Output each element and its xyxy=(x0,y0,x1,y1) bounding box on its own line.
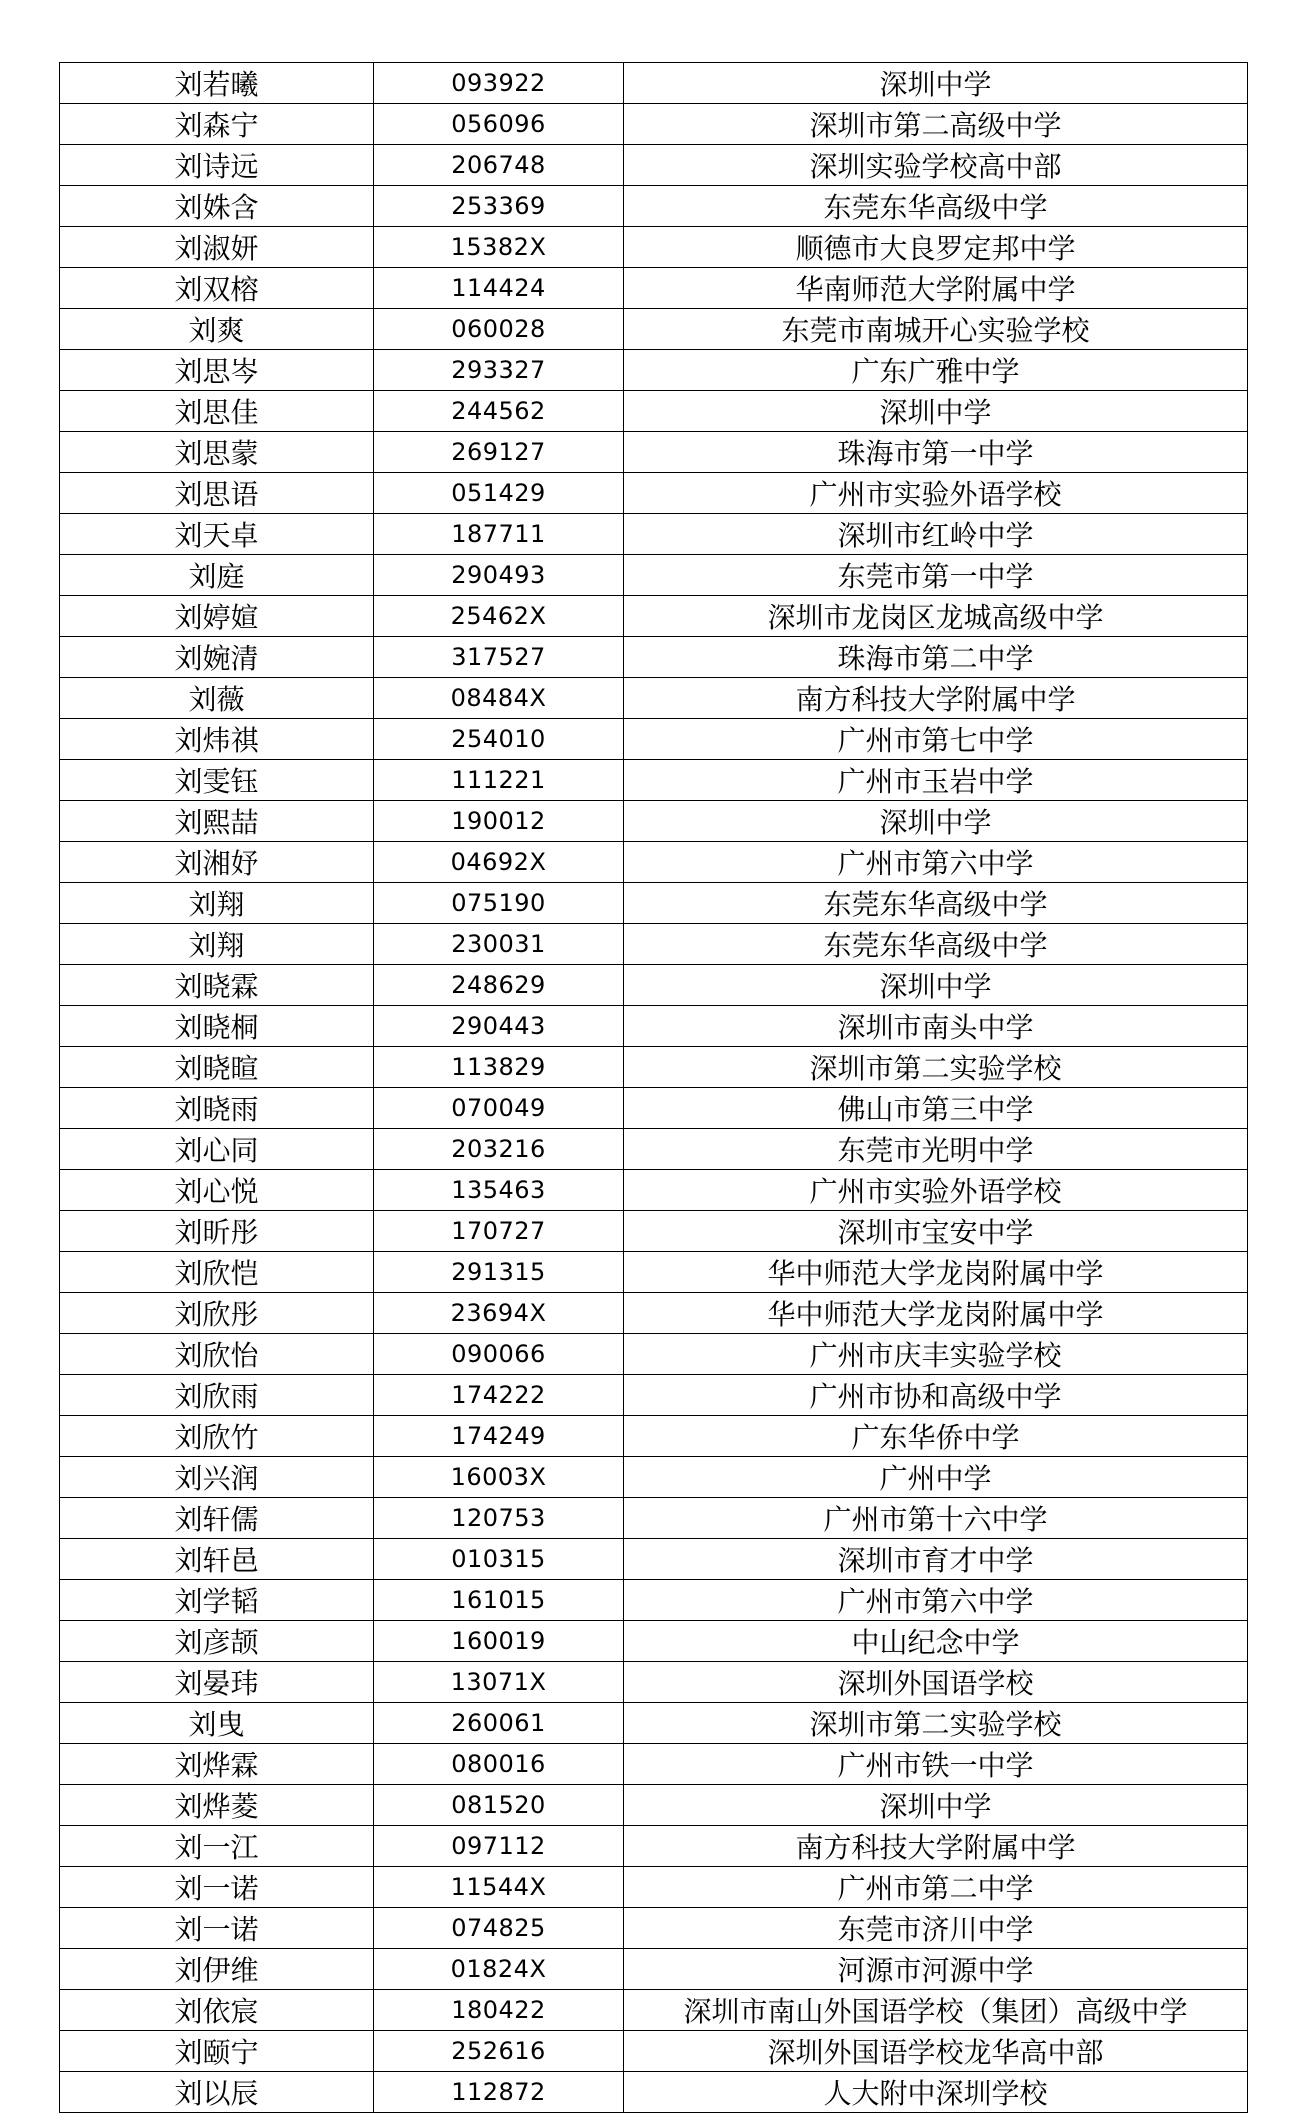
table-row xyxy=(60,1088,1248,1129)
school-name-cell: 广州市第七中学 xyxy=(624,719,1248,760)
student-id-cell: 254010 xyxy=(374,719,624,760)
table-row xyxy=(60,1375,1248,1416)
student-id-cell: 111221 xyxy=(374,760,624,801)
student-id-cell: 252616 xyxy=(374,2031,624,2072)
school-name-cell: 中山纪念中学 xyxy=(624,1621,1248,1662)
student-id-cell: 081520 xyxy=(374,1785,624,1826)
table-row xyxy=(60,1539,1248,1580)
student-name-cell: 刘思语 xyxy=(60,473,374,514)
table-row xyxy=(60,801,1248,842)
student-name-cell: 刘婉清 xyxy=(60,637,374,678)
student-id-cell: 206748 xyxy=(374,145,624,186)
student-name-cell: 刘欣雨 xyxy=(60,1375,374,1416)
student-name-cell: 刘湘妤 xyxy=(60,842,374,883)
school-name-cell: 深圳市第二实验学校 xyxy=(624,1703,1248,1744)
school-name-cell: 广州市第六中学 xyxy=(624,842,1248,883)
school-name-cell: 深圳市第二实验学校 xyxy=(624,1047,1248,1088)
school-name-cell: 深圳外国语学校 xyxy=(624,1662,1248,1703)
school-name-cell: 深圳市第二高级中学 xyxy=(624,104,1248,145)
table-row xyxy=(60,924,1248,965)
table-row xyxy=(60,227,1248,268)
student-id-cell: 180422 xyxy=(374,1990,624,2031)
student-id-cell: 114424 xyxy=(374,268,624,309)
table-row xyxy=(60,514,1248,555)
student-name-cell: 刘雯钰 xyxy=(60,760,374,801)
school-name-cell: 深圳中学 xyxy=(624,391,1248,432)
table-row xyxy=(60,1211,1248,1252)
table-row xyxy=(60,2031,1248,2072)
school-name-cell: 深圳中学 xyxy=(624,801,1248,842)
table-row xyxy=(60,1334,1248,1375)
table-row xyxy=(60,842,1248,883)
student-id-cell: 135463 xyxy=(374,1170,624,1211)
student-name-cell: 刘炜祺 xyxy=(60,719,374,760)
table-row xyxy=(60,268,1248,309)
student-id-cell: 23694X xyxy=(374,1293,624,1334)
student-id-cell: 187711 xyxy=(374,514,624,555)
table-row xyxy=(60,760,1248,801)
table-row xyxy=(60,432,1248,473)
student-name-cell: 刘烨霖 xyxy=(60,1744,374,1785)
school-name-cell: 广州市第二中学 xyxy=(624,1867,1248,1908)
table-row xyxy=(60,2072,1248,2113)
student-id-cell: 01824X xyxy=(374,1949,624,1990)
table-row xyxy=(60,1129,1248,1170)
school-name-cell: 河源市河源中学 xyxy=(624,1949,1248,1990)
school-name-cell: 广州市实验外语学校 xyxy=(624,473,1248,514)
student-name-cell: 刘熙喆 xyxy=(60,801,374,842)
school-name-cell: 深圳中学 xyxy=(624,1785,1248,1826)
table-row xyxy=(60,391,1248,432)
table-row xyxy=(60,1949,1248,1990)
student-id-cell: 051429 xyxy=(374,473,624,514)
student-id-cell: 113829 xyxy=(374,1047,624,1088)
student-name-cell: 刘依宸 xyxy=(60,1990,374,2031)
student-id-cell: 056096 xyxy=(374,104,624,145)
student-name-cell: 刘翔 xyxy=(60,924,374,965)
student-name-cell: 刘欣恺 xyxy=(60,1252,374,1293)
student-name-cell: 刘晓桐 xyxy=(60,1006,374,1047)
student-id-cell: 161015 xyxy=(374,1580,624,1621)
student-name-cell: 刘伊维 xyxy=(60,1949,374,1990)
student-name-cell: 刘颐宁 xyxy=(60,2031,374,2072)
school-name-cell: 深圳市龙岗区龙城高级中学 xyxy=(624,596,1248,637)
table-row xyxy=(60,145,1248,186)
school-name-cell: 广东广雅中学 xyxy=(624,350,1248,391)
school-name-cell: 人大附中深圳学校 xyxy=(624,2072,1248,2113)
school-name-cell: 深圳实验学校高中部 xyxy=(624,145,1248,186)
student-id-cell: 260061 xyxy=(374,1703,624,1744)
student-id-cell: 010315 xyxy=(374,1539,624,1580)
student-name-cell: 刘欣怡 xyxy=(60,1334,374,1375)
table-row xyxy=(60,309,1248,350)
student-id-cell: 248629 xyxy=(374,965,624,1006)
school-name-cell: 广州市实验外语学校 xyxy=(624,1170,1248,1211)
school-name-cell: 深圳市南山外国语学校（集团）高级中学 xyxy=(624,1990,1248,2031)
school-name-cell: 华南师范大学附属中学 xyxy=(624,268,1248,309)
student-id-cell: 25462X xyxy=(374,596,624,637)
table-row xyxy=(60,1908,1248,1949)
student-name-cell: 刘曳 xyxy=(60,1703,374,1744)
student-id-cell: 070049 xyxy=(374,1088,624,1129)
table-row xyxy=(60,678,1248,719)
student-id-cell: 097112 xyxy=(374,1826,624,1867)
student-name-cell: 刘姝含 xyxy=(60,186,374,227)
school-name-cell: 广州市铁一中学 xyxy=(624,1744,1248,1785)
student-id-cell: 290493 xyxy=(374,555,624,596)
school-name-cell: 南方科技大学附属中学 xyxy=(624,678,1248,719)
student-id-cell: 174249 xyxy=(374,1416,624,1457)
student-name-cell: 刘思蒙 xyxy=(60,432,374,473)
student-id-cell: 04692X xyxy=(374,842,624,883)
school-name-cell: 广州市玉岩中学 xyxy=(624,760,1248,801)
school-name-cell: 东莞东华高级中学 xyxy=(624,924,1248,965)
table-row xyxy=(60,1498,1248,1539)
table-row xyxy=(60,555,1248,596)
school-name-cell: 深圳中学 xyxy=(624,63,1248,104)
school-name-cell: 南方科技大学附属中学 xyxy=(624,1826,1248,1867)
school-name-cell: 深圳外国语学校龙华高中部 xyxy=(624,2031,1248,2072)
student-id-cell: 11544X xyxy=(374,1867,624,1908)
student-name-cell: 刘森宁 xyxy=(60,104,374,145)
school-name-cell: 华中师范大学龙岗附属中学 xyxy=(624,1252,1248,1293)
student-id-cell: 120753 xyxy=(374,1498,624,1539)
student-name-cell: 刘晓霖 xyxy=(60,965,374,1006)
student-name-cell: 刘欣彤 xyxy=(60,1293,374,1334)
student-name-cell: 刘欣竹 xyxy=(60,1416,374,1457)
student-id-cell: 13071X xyxy=(374,1662,624,1703)
student-name-cell: 刘心同 xyxy=(60,1129,374,1170)
student-name-cell: 刘一江 xyxy=(60,1826,374,1867)
school-name-cell: 东莞东华高级中学 xyxy=(624,186,1248,227)
table-row xyxy=(60,1867,1248,1908)
school-name-cell: 深圳中学 xyxy=(624,965,1248,1006)
student-id-cell: 093922 xyxy=(374,63,624,104)
student-name-cell: 刘心悦 xyxy=(60,1170,374,1211)
school-name-cell: 东莞市南城开心实验学校 xyxy=(624,309,1248,350)
table-row xyxy=(60,1252,1248,1293)
table-row xyxy=(60,350,1248,391)
student-id-cell: 16003X xyxy=(374,1457,624,1498)
student-id-cell: 08484X xyxy=(374,678,624,719)
school-name-cell: 华中师范大学龙岗附属中学 xyxy=(624,1293,1248,1334)
table-row xyxy=(60,473,1248,514)
table-row xyxy=(60,637,1248,678)
student-name-cell: 刘薇 xyxy=(60,678,374,719)
student-id-cell: 291315 xyxy=(374,1252,624,1293)
student-name-cell: 刘婷媗 xyxy=(60,596,374,637)
student-name-cell: 刘以辰 xyxy=(60,2072,374,2113)
student-id-cell: 074825 xyxy=(374,1908,624,1949)
student-name-cell: 刘晏玮 xyxy=(60,1662,374,1703)
student-id-cell: 317527 xyxy=(374,637,624,678)
student-id-cell: 244562 xyxy=(374,391,624,432)
school-name-cell: 东莞市第一中学 xyxy=(624,555,1248,596)
school-name-cell: 广州市第十六中学 xyxy=(624,1498,1248,1539)
student-name-cell: 刘思岑 xyxy=(60,350,374,391)
student-name-cell: 刘双榕 xyxy=(60,268,374,309)
school-name-cell: 深圳市宝安中学 xyxy=(624,1211,1248,1252)
school-name-cell: 广州市第六中学 xyxy=(624,1580,1248,1621)
student-name-cell: 刘兴润 xyxy=(60,1457,374,1498)
student-name-cell: 刘思佳 xyxy=(60,391,374,432)
table-row xyxy=(60,965,1248,1006)
table-row xyxy=(60,596,1248,637)
table-row xyxy=(60,719,1248,760)
student-id-cell: 230031 xyxy=(374,924,624,965)
student-id-cell: 190012 xyxy=(374,801,624,842)
student-id-cell: 269127 xyxy=(374,432,624,473)
table-row xyxy=(60,1170,1248,1211)
school-name-cell: 东莞东华高级中学 xyxy=(624,883,1248,924)
school-name-cell: 东莞市济川中学 xyxy=(624,1908,1248,1949)
student-id-cell: 090066 xyxy=(374,1334,624,1375)
table-row xyxy=(60,1416,1248,1457)
school-name-cell: 珠海市第二中学 xyxy=(624,637,1248,678)
student-roster-table xyxy=(59,62,1248,2113)
student-name-cell: 刘轩儒 xyxy=(60,1498,374,1539)
school-name-cell: 深圳市红岭中学 xyxy=(624,514,1248,555)
student-name-cell: 刘轩邑 xyxy=(60,1539,374,1580)
table-row xyxy=(60,186,1248,227)
table-row xyxy=(60,1826,1248,1867)
school-name-cell: 深圳市南头中学 xyxy=(624,1006,1248,1047)
student-name-cell: 刘彦颉 xyxy=(60,1621,374,1662)
student-id-cell: 060028 xyxy=(374,309,624,350)
student-name-cell: 刘晓雨 xyxy=(60,1088,374,1129)
table-row xyxy=(60,63,1248,104)
table-row xyxy=(60,1785,1248,1826)
student-name-cell: 刘天卓 xyxy=(60,514,374,555)
table-row xyxy=(60,1990,1248,2031)
table-row xyxy=(60,1006,1248,1047)
table-row xyxy=(60,1703,1248,1744)
student-name-cell: 刘一诺 xyxy=(60,1908,374,1949)
table-row xyxy=(60,883,1248,924)
student-name-cell: 刘淑妍 xyxy=(60,227,374,268)
table-row xyxy=(60,1662,1248,1703)
table-row xyxy=(60,1293,1248,1334)
student-id-cell: 170727 xyxy=(374,1211,624,1252)
school-name-cell: 深圳市育才中学 xyxy=(624,1539,1248,1580)
student-name-cell: 刘学韬 xyxy=(60,1580,374,1621)
school-name-cell: 广州市协和高级中学 xyxy=(624,1375,1248,1416)
student-name-cell: 刘晓暄 xyxy=(60,1047,374,1088)
student-name-cell: 刘昕彤 xyxy=(60,1211,374,1252)
student-id-cell: 253369 xyxy=(374,186,624,227)
school-name-cell: 东莞市光明中学 xyxy=(624,1129,1248,1170)
student-name-cell: 刘爽 xyxy=(60,309,374,350)
student-name-cell: 刘庭 xyxy=(60,555,374,596)
student-name-cell: 刘一诺 xyxy=(60,1867,374,1908)
roster-body xyxy=(60,63,1248,2113)
student-id-cell: 290443 xyxy=(374,1006,624,1047)
student-name-cell: 刘若曦 xyxy=(60,63,374,104)
school-name-cell: 广州市庆丰实验学校 xyxy=(624,1334,1248,1375)
table-row xyxy=(60,1047,1248,1088)
school-name-cell: 广东华侨中学 xyxy=(624,1416,1248,1457)
school-name-cell: 佛山市第三中学 xyxy=(624,1088,1248,1129)
table-row xyxy=(60,1621,1248,1662)
student-id-cell: 293327 xyxy=(374,350,624,391)
student-id-cell: 15382X xyxy=(374,227,624,268)
school-name-cell: 广州中学 xyxy=(624,1457,1248,1498)
table-row xyxy=(60,1744,1248,1785)
student-id-cell: 080016 xyxy=(374,1744,624,1785)
student-id-cell: 112872 xyxy=(374,2072,624,2113)
student-name-cell: 刘烨菱 xyxy=(60,1785,374,1826)
student-name-cell: 刘翔 xyxy=(60,883,374,924)
student-name-cell: 刘诗远 xyxy=(60,145,374,186)
school-name-cell: 珠海市第一中学 xyxy=(624,432,1248,473)
table-row xyxy=(60,104,1248,145)
student-id-cell: 203216 xyxy=(374,1129,624,1170)
school-name-cell: 顺德市大良罗定邦中学 xyxy=(624,227,1248,268)
student-id-cell: 174222 xyxy=(374,1375,624,1416)
student-id-cell: 075190 xyxy=(374,883,624,924)
student-id-cell: 160019 xyxy=(374,1621,624,1662)
table-row xyxy=(60,1457,1248,1498)
table-row xyxy=(60,1580,1248,1621)
